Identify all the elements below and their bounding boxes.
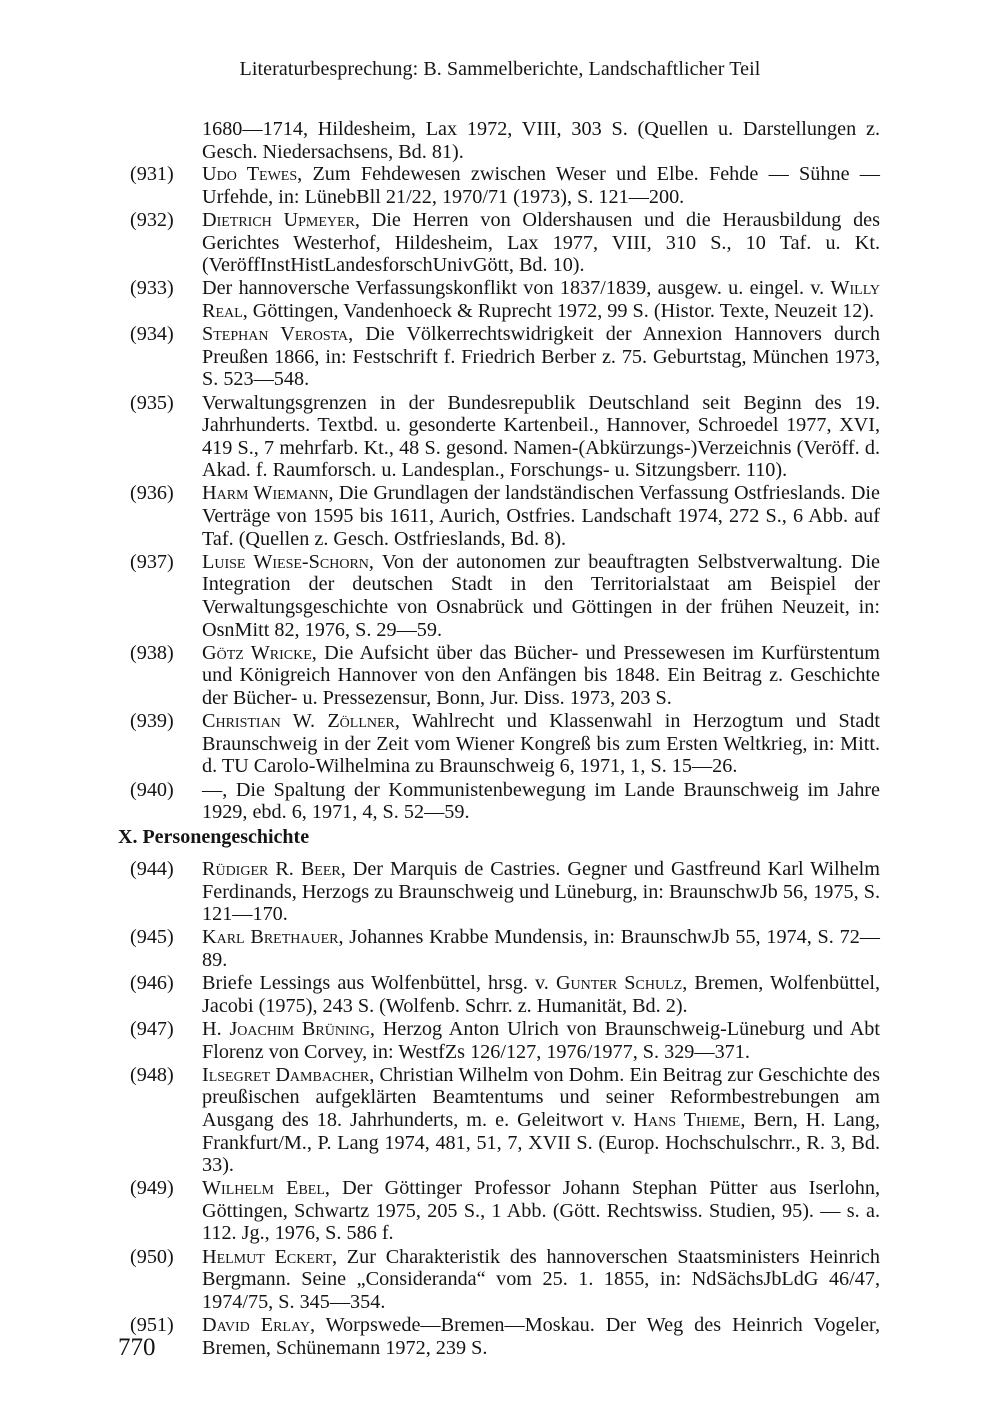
bibliography-entry: [130, 551, 880, 641]
entry-author: Udo Tewes: [202, 163, 298, 186]
entry-text: , Göttingen, Vandenhoeck & Ruprecht 1972, 99 S. (Histor. Texte, Neuzeit 12).: [242, 299, 875, 322]
entry-number: (951): [130, 1314, 174, 1337]
bibliography-block-bottom: [130, 858, 880, 1360]
entry-author: Ilsegret Dambacher: [202, 1063, 370, 1086]
bibliography-entry: [130, 858, 880, 926]
entry-text: , Die Völkerrechtswidrigkeit der Annexion Hannovers durch Preußen 1866, in: Festschrift f. Friedrich Berber z. 75. Geburtstag, München 1973, S. 523—548.: [202, 323, 880, 391]
bibliography-entry: [130, 926, 880, 971]
entry-author: David Erlay: [202, 1314, 310, 1337]
bibliography-block-top: [130, 118, 880, 824]
entry-text: , Der Göttinger Professor Johann Stephan Pütter aus Iserlohn, Göttingen, Schwartz 1975, 205 S., 1 Abb. (Gött. Rechtswiss. Studien, 95). — s. a. 112. Jg., 1976, S. 586 f.: [202, 1177, 880, 1245]
entry-author: Stephan Verosta: [202, 323, 349, 346]
entry-number: (945): [130, 926, 174, 949]
bibliography-entry: [130, 1177, 880, 1245]
bibliography-entry: [130, 710, 880, 778]
entry-author: Karl Brethauer: [202, 926, 339, 949]
entry-text: , Der Marquis de Castries. Gegner und Gastfreund Karl Wilhelm Ferdinands, Herzogs zu Braunschweig und Lüneburg, in: BraunschwJb 56, 1975, S. 121—170.: [202, 858, 880, 926]
entry-number: (947): [130, 1017, 174, 1040]
entry-author: Willy Real: [202, 277, 880, 322]
running-header: Literaturbesprechung: B. Sammelberichte, Landschaftlicher Teil: [239, 58, 761, 80]
entry-number: (939): [130, 710, 174, 733]
page-number: 770: [118, 1334, 156, 1361]
entry-number: (933): [130, 277, 174, 300]
entry-text: , Von der autonomen zur beauftragten Selbstverwaltung. Die Integration der deutschen Stadt in den Territorialstaat am Beispiel der Verwaltungsgeschichte von Osnabrück und Göttingen in der frühen Neuzeit, in: OsnMitt 82, 1976, S. 29—59.: [202, 550, 881, 641]
entry-number: (948): [130, 1063, 174, 1086]
entry-number: (936): [130, 482, 174, 505]
entry-author: Harm Wiemann: [202, 482, 329, 505]
entry-text: , Herzog Anton Ulrich von Braunschweig-Lüneburg und Abt Florenz von Corvey, in: WestfZs 126/127, 1976/1977, S. 329—371.: [202, 1017, 880, 1063]
entry-number: (949): [130, 1177, 174, 1200]
bibliography-entry: [130, 482, 880, 550]
entry-text: , Bern, H. Lang, Frankfurt/M., P. Lang 1974, 481, 51, 7, XVII S. (Europ. Hochschulschrr., R. 3, Bd. 33).: [202, 1108, 880, 1177]
entry-text: , Wahlrecht und Klassenwahl in Herzogtum und Stadt Braunschweig in der Zeit vom Wiener Kongreß bis zum Ersten Weltkrieg, in: Mitt. d. TU Carolo-Wilhelmina zu Braunschweig 6, 1971, 1, S. 15—26.: [202, 710, 880, 778]
entry-number: (931): [130, 163, 174, 186]
entry-text: , Die Herren von Oldershausen und die Herausbildung des Gerichtes Westerhof, Hildesheim, Lax 1977, VIII, 310 S., 10 Taf. u. Kt. (VeröffInstHistLandesforschUnivGött, Bd. 10).: [202, 208, 880, 277]
entry-number: (950): [130, 1245, 174, 1268]
bibliography-entry: [130, 779, 880, 824]
entry-text: Briefe Lessings aus Wolfenbüttel, hrsg. v.: [202, 972, 556, 995]
entry-text: , Zum Fehdewesen zwischen Weser und Elbe. Fehde — Sühne — Urfehde, in: LünebBll 21/22, 1970/71 (1973), S. 121—200.: [202, 163, 880, 208]
entry-author: Christian W. Zöllner: [202, 710, 395, 733]
entry-text: Verwaltungsgrenzen in der Bundesrepublik Deutschland seit Beginn des 19. Jahrhunderts. Textbd. u. gesonderte Kartenbeil., Hannover, Schroedel 1977, XVI, 419 S., 7 mehrfarb. Kt., 48 S. gesond. Namen-(Abkürzungs-)Verzeichnis (Veröff. d. Akad. f. Raumforsch. u. Landesplan., Forschungs- u. Sitzungsberr. 110).: [202, 391, 880, 482]
bibliography-entry: [130, 163, 880, 208]
entry-author: Dietrich Upmeyer: [202, 208, 355, 231]
entry-text: , Bremen, Wolfenbüttel, Jacobi (1975), 243 S. (Wolfenb. Schrr. z. Humanität, Bd. 2).: [202, 972, 880, 1017]
bibliography-entry: [130, 323, 880, 391]
entry-number: (932): [130, 208, 174, 231]
bibliography-entry: [130, 1018, 880, 1063]
entry-number: (946): [130, 972, 174, 995]
entry-author: Hans Thieme: [633, 1108, 741, 1131]
entry-text: , Die Grundlagen der landständischen Verfassung Ostfrieslands. Die Verträge von 1595 bis 1611, Aurich, Ostfries. Landschaft 1974, 272 S., 6 Abb. auf Taf. (Quellen z. Gesch. Ostfrieslands, Bd. 8).: [202, 482, 880, 550]
entry-text: Der hannoversche Verfassungskonflikt von 1837/1839, ausgew. u. eingel. v.: [202, 277, 831, 300]
entry-number: (934): [130, 323, 174, 346]
entry-author: Luise Wiese-Schorn: [202, 550, 369, 573]
entry-author: Helmut Eckert: [202, 1245, 332, 1268]
entry-number: (935): [130, 391, 174, 414]
bibliography-entry: [130, 392, 880, 482]
entry-number: (938): [130, 641, 174, 664]
entry-author: Götz Wricke: [202, 641, 312, 664]
entry-number: (944): [130, 858, 174, 880]
bibliography-entry: [130, 642, 880, 710]
bibliography-entry: [130, 1314, 880, 1359]
entry-author: Wilhelm Ebel: [202, 1177, 325, 1200]
entry-text: , Die Aufsicht über das Bücher- und Pressewesen im Kurfürstentum und Königreich Hannover von den Anfängen bis 1848. Ein Beitrag z. Geschichte der Bücher- u. Pressezensur, Bonn, Jur. Diss. 1973, 203 S.: [202, 641, 881, 709]
entry-number: (937): [130, 550, 174, 573]
continuation-text: 1680—1714, Hildesheim, Lax 1972, VIII, 303 S. (Quellen u. Darstellungen z. Gesch. Niedersachsens, Bd. 81).: [202, 118, 880, 163]
bibliography-entry: [130, 1064, 880, 1177]
bibliography-entry: [130, 1246, 880, 1314]
entry-number: (940): [130, 778, 174, 801]
entry-author: Rüdiger R. Beer: [202, 858, 341, 880]
entry-text: —, Die Spaltung der Kommunistenbewegung im Lande Braunschweig im Jahre 1929, ebd. 6, 1971, 4, S. 52—59.: [202, 778, 880, 824]
bibliography-entry: [130, 972, 880, 1017]
entry-text: , Zur Charakteristik des hannoverschen Staatsministers Heinrich Bergmann. Seine „Consideranda“ vom 25. 1. 1855, in: NdSächsJbLdG 46/47, 1974/75, S. 345—354.: [202, 1245, 880, 1313]
bibliography-entry: [130, 209, 880, 277]
entry-text: , Johannes Krabbe Mundensis, in: BraunschwJb 55, 1974, S. 72—89.: [202, 926, 880, 971]
bibliography-entry: [130, 277, 880, 322]
entry-text: H.: [202, 1017, 230, 1040]
section-heading: X. Personengeschichte: [118, 826, 310, 848]
entry-text: , Worpswede—Bremen—Moskau. Der Weg des Heinrich Vogeler, Bremen, Schünemann 1972, 239 S.: [202, 1314, 880, 1359]
entry-text: , Christian Wilhelm von Dohm. Ein Beitrag zur Geschichte des preußischen aufgeklärten Beamtentums und seiner Reformbestrebungen am Ausgang des 18. Jahrhunderts, m. e. Geleitwort v.: [202, 1063, 880, 1131]
entry-author: Gunter Schulz: [555, 972, 683, 995]
entry-author: Joachim Brüning: [229, 1017, 370, 1040]
